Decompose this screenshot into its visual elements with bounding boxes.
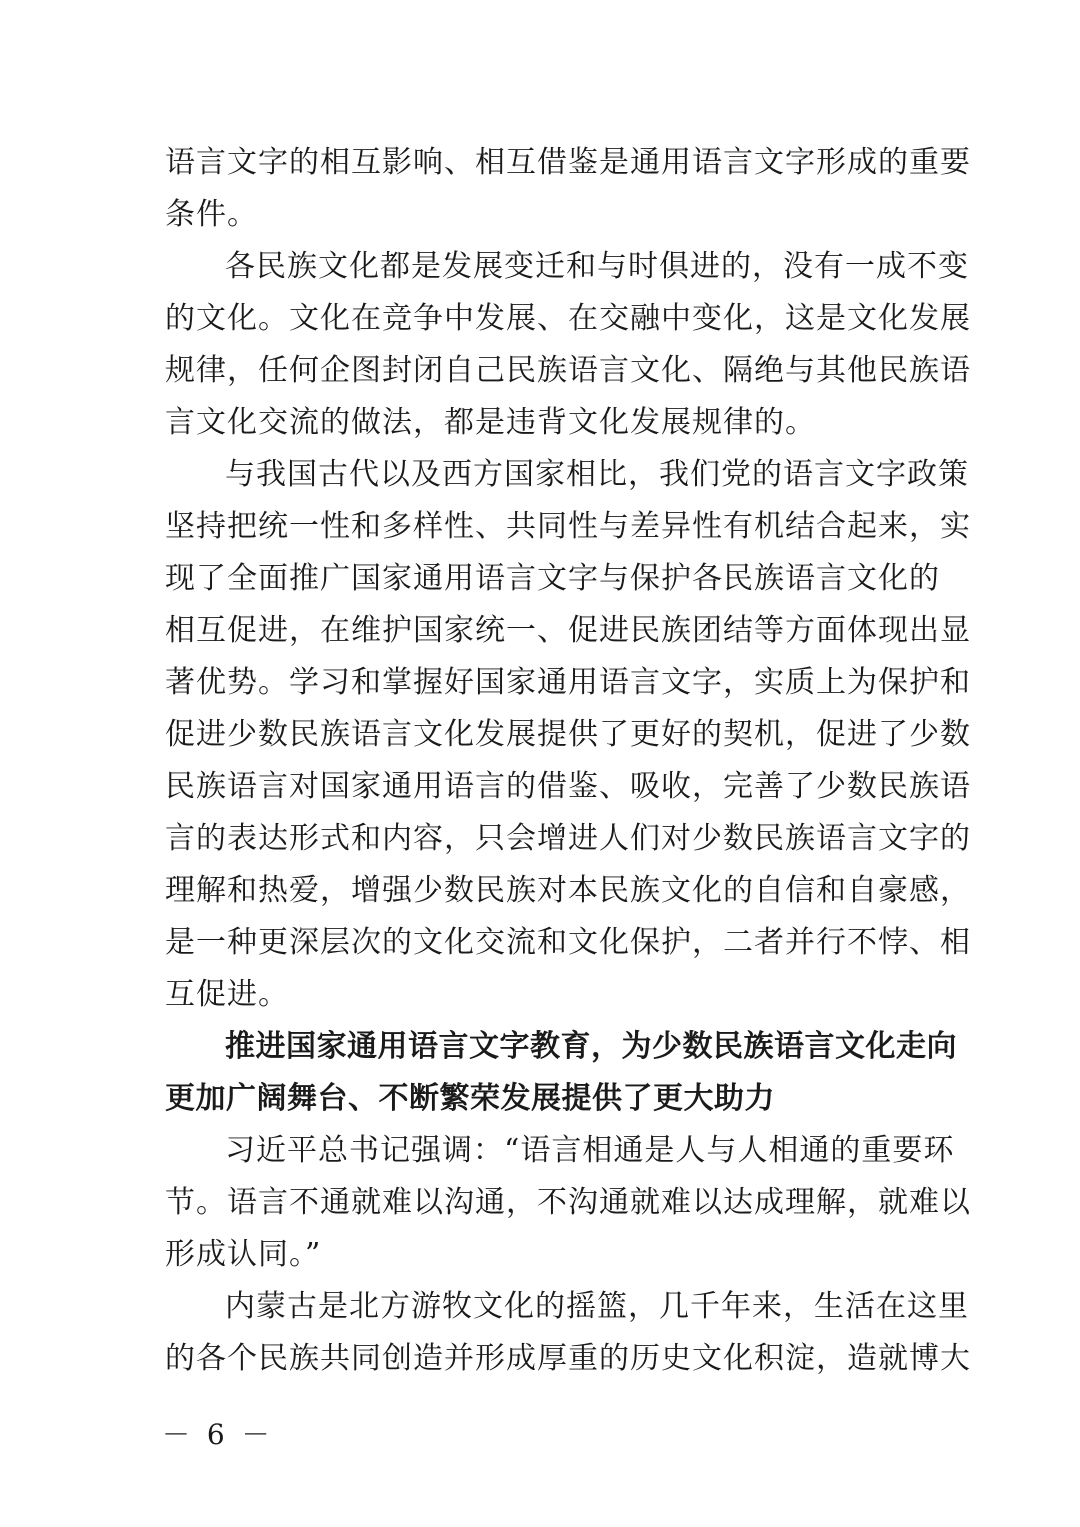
text-line: 规律，任何企图封闭自己民族语言文化、隔绝与其他民族语 — [165, 353, 971, 388]
text-line: 相互促进，在维护国家统一、促进民族团结等方面体现出显 — [165, 613, 971, 648]
text-line: 条件。 — [165, 197, 258, 232]
text-line: 是一种更深层次的文化交流和文化保护，二者并行不悖、相 — [165, 925, 971, 960]
section-heading-line: 推进国家通用语言文字教育，为少数民族语言文化走向 — [225, 1029, 957, 1064]
text-line: 著优势。学习和掌握好国家通用语言文字，实质上为保护和 — [165, 665, 971, 700]
text-line: 各民族文化都是发展变迁和与时俱进的，没有一成不变 — [225, 249, 969, 284]
section-heading-line: 更加广阔舞台、不断繁荣发展提供了更大助力 — [165, 1081, 775, 1116]
page-number: － 6 － — [162, 1418, 274, 1451]
text-line: 促进少数民族语言文化发展提供了更好的契机，促进了少数 — [165, 717, 971, 752]
text-line: 言的表达形式和内容，只会增进人们对少数民族语言文字的 — [165, 821, 971, 856]
text-line: 坚持把统一性和多样性、共同性与差异性有机结合起来，实 — [165, 509, 971, 544]
text-line: 与我国古代以及西方国家相比，我们党的语言文字政策 — [225, 457, 969, 492]
text-line: 现了全面推广国家通用语言文字与保护各民族语言文化的 — [165, 561, 940, 596]
text-line: 的各个民族共同创造并形成厚重的历史文化积淀，造就博大 — [165, 1341, 971, 1376]
text-line: 言文化交流的做法，都是违背文化发展规律的。 — [165, 405, 816, 440]
text-line: 语言文字的相互影响、相互借鉴是通用语言文字形成的重要 — [165, 145, 971, 180]
document-body — [165, 137, 971, 1385]
text-line: 理解和热爱，增强少数民族对本民族文化的自信和自豪感， — [165, 873, 971, 908]
text-line: 节。语言不通就难以沟通，不沟通就难以达成理解，就难以 — [165, 1185, 971, 1220]
text-line: 形成认同。” — [165, 1237, 322, 1272]
text-line: 互促进。 — [165, 977, 289, 1012]
text-line: 民族语言对国家通用语言的借鉴、吸收，完善了少数民族语 — [165, 769, 971, 804]
text-line: 的文化。文化在竞争中发展、在交融中变化，这是文化发展 — [165, 301, 971, 336]
text-line: 习近平总书记强调：“语言相通是人与人相通的重要环 — [225, 1133, 955, 1168]
text-line: 内蒙古是北方游牧文化的摇篮，几千年来，生活在这里 — [225, 1289, 969, 1324]
